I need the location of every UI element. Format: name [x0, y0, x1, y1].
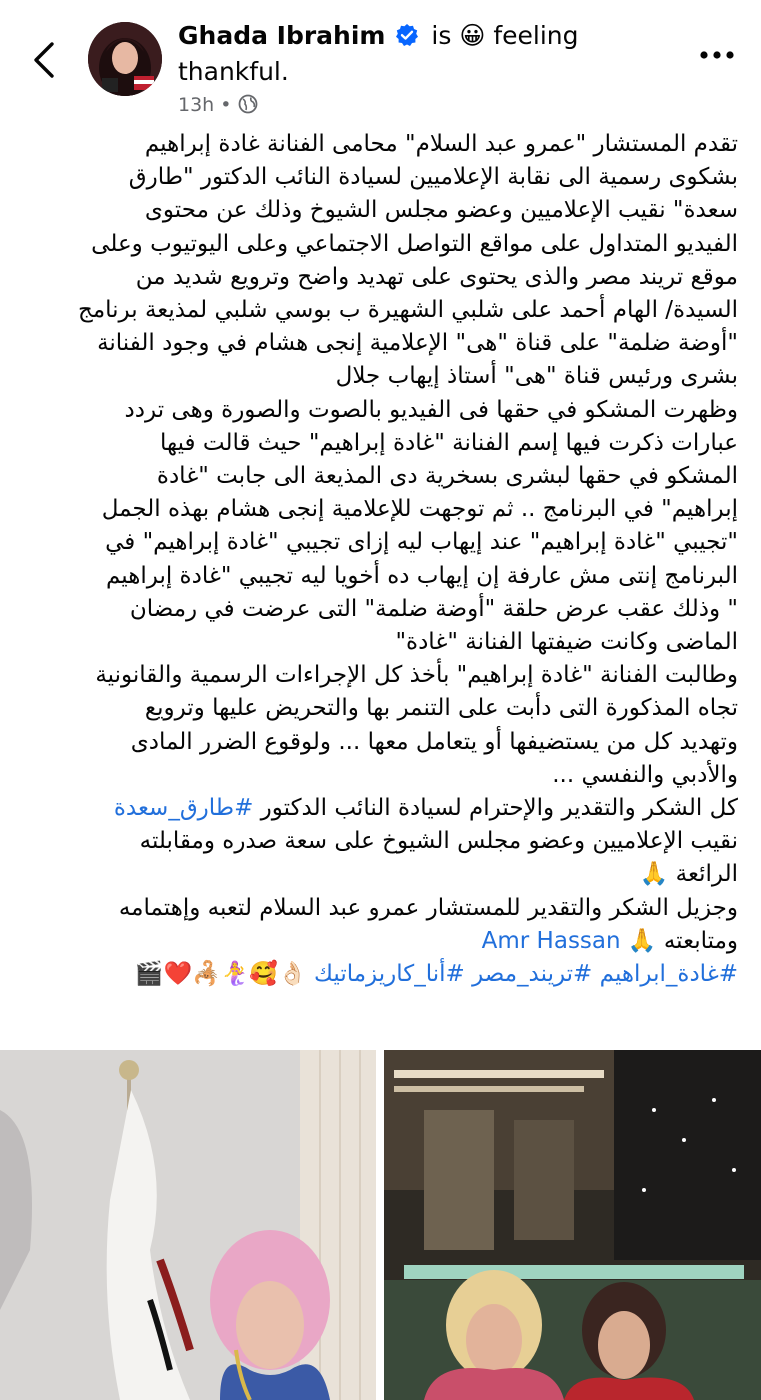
post-line: تقدم المستشار "عمرو عبد السلام" محامى الفنانة غادة إبراهيم: [144, 131, 738, 157]
post-line: المشكو في حقها لبشرى بسخرية دى المذيعة الى جابت "غادة: [156, 463, 738, 490]
photo-grid: [0, 1050, 761, 1400]
thanks-line: نقيب الإعلاميين وعضو مجلس الشيوخ على سعة صدره ومقابلته: [139, 828, 738, 855]
post-line: والأدبي والنفسي ...: [552, 761, 738, 788]
post-line: عبارات ذكرت فيها إسم الفنانة "غادة إبراهيم" حيث قالت فيها: [160, 429, 738, 456]
post-line: وطالبت الفنانة "غادة إبراهيم" بأخذ كل الإجراءات الرسمية والقانونية: [95, 662, 738, 689]
photo-right[interactable]: [384, 1050, 761, 1400]
activity-prefix: is: [431, 21, 452, 50]
hashtag-link[interactable]: #غادة_ابراهيم: [599, 961, 738, 988]
post-line: السيدة/ الهام أحمد على شلبي الشهيرة ب بوسي شلبي لمذيعة برنامج: [77, 297, 738, 324]
globe-icon: [238, 94, 258, 114]
post-meta: [178, 94, 258, 116]
thanks-text: كل الشكر والتقدير والإحترام لسيادة النائب الدكتور: [253, 795, 738, 822]
post-line: سعدة" نقيب الإعلاميين وعضو مجلس الشيوخ وذلك عن محتوى: [144, 197, 738, 224]
thanks-text: ومتابعته 🙏: [620, 927, 738, 954]
post-line: الفيديو المتداول على مواقع التواصل الاجتماعي وعلى اليوتيوب وعلى: [91, 230, 738, 257]
post-line: إبراهيم" في البرنامج .. ثم توجهت للإعلامية إنجى هشام بهذه الجمل: [101, 496, 738, 523]
post-line: "تجيبي "غادة إبراهيم" عند إيهاب ليه إزاى تجيبي "غادة إبراهيم" في: [105, 529, 738, 556]
post-line: بشكوى رسمية الى نقابة الإعلاميين لسيادة النائب الدكتور "طارق: [128, 164, 738, 191]
avatar[interactable]: [88, 22, 162, 96]
post-line: موقع تريند مصر والذى يحتوى على تهديد واضح وترويع شديد من: [135, 263, 738, 290]
post-line: وتهديد كل من يستضيفها أو يتعامل معها ... ولوقوع الضرر المادى: [130, 728, 738, 755]
thanks-line: [26, 792, 738, 825]
verified-badge-icon: [395, 23, 419, 47]
thanks-line: وجزيل الشكر والتقدير للمستشار عمرو عبد السلام لتعبه وإهتمامه: [118, 894, 738, 921]
meta-separator: •: [220, 94, 232, 116]
post-line: الماضى وكانت ضيفتها الفنانة "غادة": [395, 629, 738, 656]
post-line: " وذلك عقب عرض حلقة "أوضة ضلمة" التى عرضت في رمضان: [129, 595, 738, 622]
more-options-icon[interactable]: [698, 48, 736, 62]
grinning-emoji-icon: 😀: [459, 21, 486, 50]
mention-link[interactable]: Amr Hassan: [481, 927, 621, 954]
photo-left[interactable]: [0, 1050, 376, 1400]
post-header: [0, 0, 761, 130]
post-author-line: [178, 18, 648, 90]
post-line: البرنامج إنتى مش عارفة إن إيهاب ده أخويا ليه تجيبي "غادة إبراهيم: [106, 562, 738, 589]
thanks-line: الرائعة 🙏: [639, 861, 738, 888]
hashtag-link[interactable]: #طارق_سعدة: [113, 795, 254, 822]
post-body: [26, 128, 738, 991]
post-line: تجاه المذكورة التى دأبت على التنمر بها والتحريض عليها وترويع: [144, 695, 738, 722]
post-line: وظهرت المشكو في حقها فى الفيديو بالصوت والصورة وهى تردد: [124, 396, 738, 423]
activity-word: thankful.: [178, 57, 289, 86]
author-name[interactable]: Ghada Ibrahim: [178, 21, 386, 50]
post-line: بشرى ورئيس قناة "هى" أستاذ إيهاب جلال: [335, 363, 738, 390]
emoji-row: 👌🏻🥰🧜‍♀️🦂❤️🎬: [134, 961, 307, 988]
thanks-line: [26, 925, 738, 958]
post-timestamp[interactable]: 13h: [178, 94, 215, 116]
hashtag-link[interactable]: #تريند_مصر: [472, 961, 593, 988]
activity-feeling: feeling: [493, 21, 579, 50]
post-line: "أوضة ضلمة" على قناة "هى" الإعلامية إنجى هشام في وجود الفنانة: [97, 330, 738, 357]
hashtag-link[interactable]: #أنا_كاريزماتيك: [314, 961, 465, 988]
hashtags-line: [26, 958, 738, 991]
back-chevron-icon[interactable]: [28, 38, 62, 82]
